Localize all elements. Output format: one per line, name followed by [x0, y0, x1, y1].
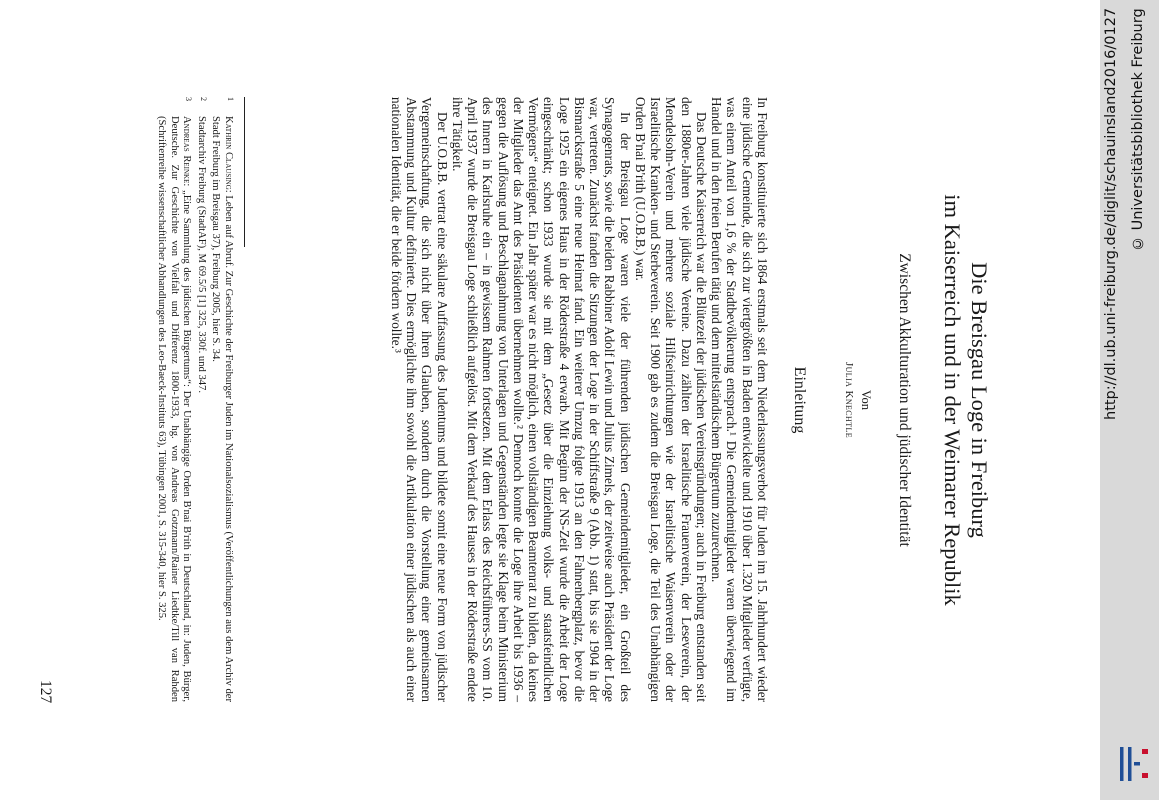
footnote-number: 1 — [226, 97, 235, 101]
footnote — [154, 97, 192, 702]
page-number: 127 — [37, 680, 54, 704]
author-name: Julia Knechtle — [843, 361, 855, 439]
paragraph: In der Breisgau Loge waren viele der führenden jüdischen Gemeindemitglieder, ein Großteil des Synagogenrats, sowie die beiden Rabbiner Adolf Lewin und Julius Zimels, der zeitweise auch Präsident der Loge war, vertreten. Zunächst fanden die Sitzungen der Loge in der Schiffstraße 9 (Abb. 1) statt, bis sie 1904 in der Bismarckstraße 5 eine neue Heimat fand. Ein weiterer Umzug folgte 1913 an den Fahnenbergplatz, bevor die Loge 1925 ein eigenes Haus in der Röderstraße 4 erwarb. Mit Beginn der NS-Zeit wurde die Arbeit der Loge eingeschränkt; schon 1933 wurde sie mit dem „Gesetz über die Einziehung volks- und staatsfeindlichen Vermögens“ enteignet. Ein Jahr später war es nicht möglich, einen vollständigen Beamtenrat zu bilden, da keines der Mitglieder das Amt des Präsidenten übernehmen wollte.² Dennoch konnte die Loge ihre Arbeit bis 1936 – gegen die Auflösung und Beschlagnahmung von Unterlagen und Gegenständen legte sie Klage beim Ministerium des Innern in Karlsruhe ein – in gewissem Rahmen fortsetzen. Mit dem Erlass des Reichsführers-SS vom 10. April 1937 wurde die Breisgau Loge schließlich aufgelöst. Mit dem Verkauf des Hauses in der Röderstraße endete ihre Tätigkeit. — [450, 97, 633, 702]
ub-freiburg-logo-icon — [1112, 745, 1152, 785]
footnote-author: Kathrin Clausing — [223, 116, 234, 190]
copyright-notice: © Universitätsbibliothek Freiburg — [1130, 8, 1146, 251]
footnote — [209, 97, 234, 702]
footnote-rule — [244, 97, 245, 247]
article-title-line-1: Die Breisgau Loge in Freiburg — [967, 262, 992, 538]
source-url[interactable]: http://dl.ub.uni-freiburg.de/diglit/schauinsland2016/0127 — [1103, 8, 1119, 421]
article-title-line-2: im Kaiserreich und in der Weimarer Republik — [940, 194, 965, 606]
footnote-number: 2 — [198, 97, 208, 101]
viewer-sidebar — [1100, 0, 1159, 800]
footnote-text: Stadtarchiv Freiburg (StadtAF), M 69.5/5 [1] 325, 330f. und 347. — [195, 116, 207, 393]
body-text — [389, 97, 770, 702]
footnote-text: : „Eine Sammlung des jüdischen Bürgertums“: Der Unabhängige Orden B'nai B'rith in Deutschland, in: Juden, Bürger, Deutsche. Zur Geschichte von Vielfalt und Differenz 1800-1933, hg. von Andreas Gotzmann/Rainer Liedtke/Till van Rahden (Schriftenreihe wissenschaftlicher Abhandlungen des Leo-Baeck-Instituts 63), Tübingen 2001, S. 315-340, hier S. 325. — [156, 116, 193, 702]
paragraph: Der U.O.B.B. vertrat eine säkulare Auffassung des Judentums und bildete somit eine neue Form von jüdischer Vergemeinschaftung, die sich nicht über ihren Glauben, sondern durch die Vorstellung einer gemeinsamen Abstammung und Kultur definierte. Dies ermöglichte ihm sowohl die Artikulation einer jüdischen als auch einer nationalen Identität, die er beide fördern wollte.³ — [389, 97, 450, 702]
footnote-author: Andreas Reinke — [181, 116, 193, 184]
paragraph: Das Deutsche Kaiserreich war die Blütezeit der jüdischen Vereinsgründungen; auch in Freiburg entstanden seit den 1880er-Jahren viele jüdische Vereine. Dazu zählten der Israelitische Frauenverein, der Leseverein, der Mendelsohn-Verein und mehrere soziale Hilfseinrichtungen wie der Israelitische Waisenverein oder der Israelitische Kranken- und Sterbeverein. Seit 1900 gab es zudem die Breisgau Loge, die Teil des Unabhängigen Orden B'nai B'rith (U.O.B.B.) war. — [633, 97, 709, 702]
article-subtitle: Zwischen Akkulturation und jüdischer Identität — [896, 253, 913, 547]
section-heading: Einleitung — [791, 366, 808, 434]
paragraph: In Freiburg konstituierte sich 1864 erstmals seit dem Niederlassungsverbot für Juden im 15. Jahrhundert wieder eine jüdische Gemeinde, die sich zur viertgrößten in Baden entwickelte und 1910 über 1.320 Mitglieder verfügte, was einem Anteil von 1,6 % der Stadtbevölkerung entsprach.¹ Die Gemeindemitglieder waren überwiegend im Handel und in den freien Berufen tätig und dem mittelständischem Bürgertum zuzurechnen. — [709, 97, 770, 702]
footnote-text: : Leben auf Abruf. Zur Geschichte der Freiburger Juden im Nationalsozialismus (Veröffentlichungen aus dem Archiv der Stadt Freiburg im Breisgau 37), Freiburg 2005, hier S. 34. — [210, 116, 234, 702]
byline-von: Von — [859, 390, 873, 410]
footnote — [194, 97, 207, 702]
footnote-number: 3 — [184, 97, 194, 101]
footnotes — [152, 97, 234, 702]
